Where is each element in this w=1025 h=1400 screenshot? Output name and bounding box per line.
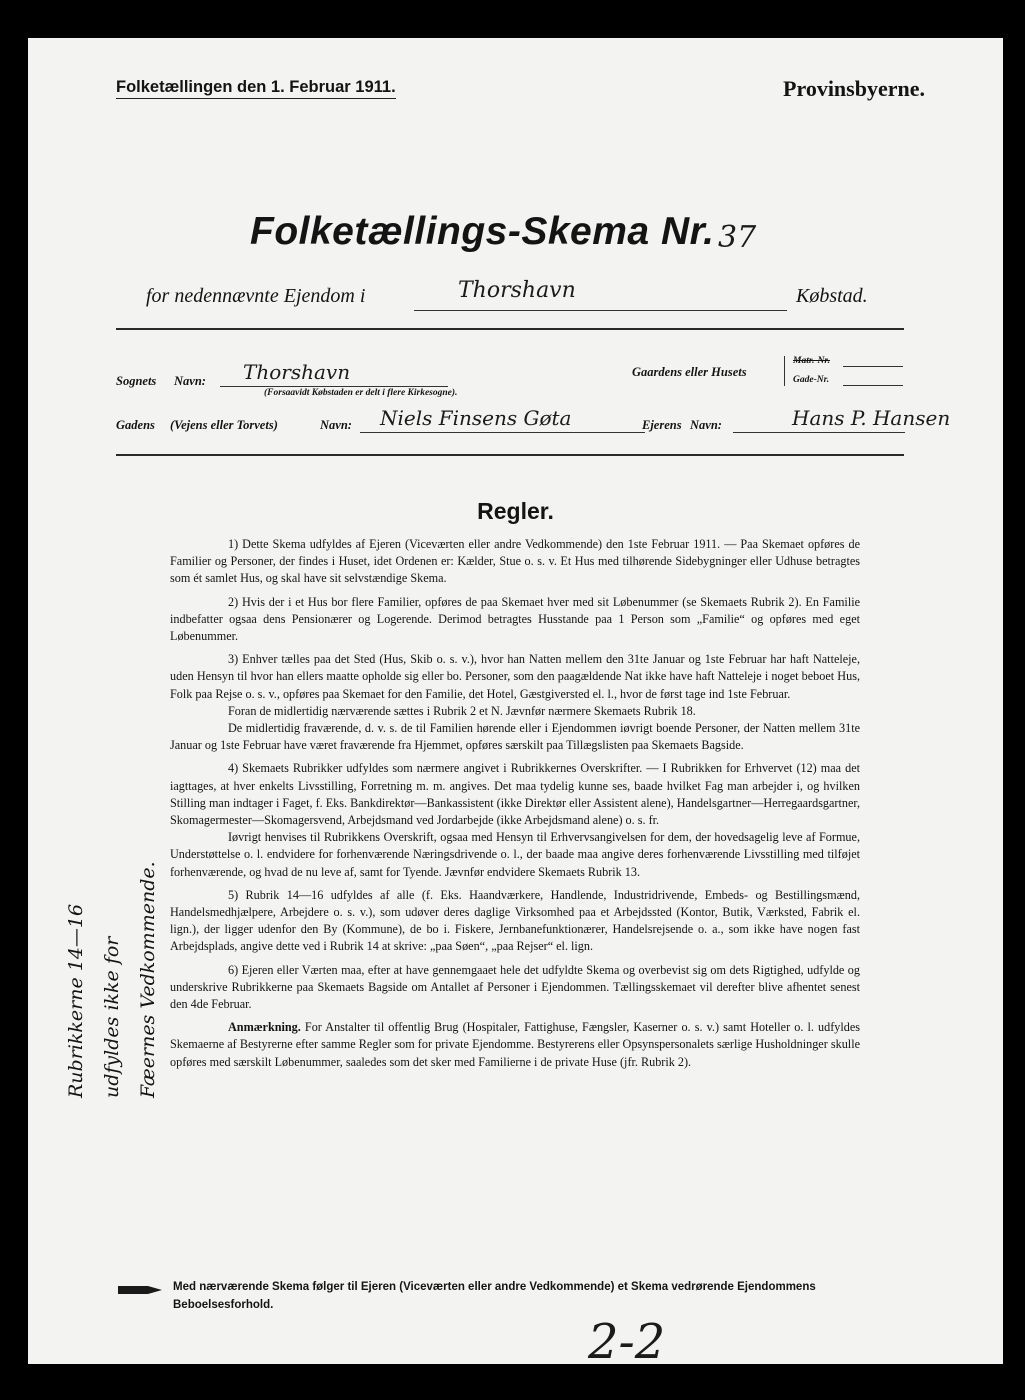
rule-3-temporary-absent: De midlertidig fraværende, d. v. s. de til Familien hørende eller i Ejendommen iøvrigt boende Personer, der Natten mellem 31te Januar og 1ste Februar have været fraværende fra Hjemmet, opføres særskilt paa Tillægslisten paa Skemaets Bagside. bbox=[170, 721, 860, 753]
owner-label-a: Ejerens bbox=[642, 418, 682, 432]
street-label-a: Gadens bbox=[116, 418, 155, 432]
rule-1: 1) Dette Skema udfyldes af Ejeren (Viceværten eller andre Vedkommende) den 1ste Februar 1911. — Paa Skemaet opføres de Familier og Personer, der findes i Huset, idet Ordenen er: Kælder, Stue o. s. v. Et Hus med tilhørende Sidebygninger eller Udhuse betragtes som ét samlet Hus, og skal have sit selvstændige Skema. bbox=[170, 537, 860, 586]
rule-note-label: Anmærkning. bbox=[228, 1020, 301, 1035]
rule-4: 4) Skemaets Rubrikker udfyldes som nærmere angivet i Rubrikkernes Overskrifter. — I Rubrikken for Erhvervet (12) maa det iagttages, at hver enkelts Livsstilling, Forretning m. m. angives. Det maa tydelig kunne ses, baade hvilket Fag man arbejder i, og hvilken Stilling man indtager i Faget, f. Eks. Bankdirektør—Bankassistent (ikke Direktør eller Assistent alene), Handelsgartner—Herregaardsgartner, Skomagermester—Skomagersvend, Arbejdsmand ved Jordarbejde (ikke Arbejdsmand alene) o. s. fr. bbox=[170, 761, 860, 828]
rule-5: 5) Rubrik 14—16 udfyldes af alle (f. Eks. Haandværkere, Handlende, Industridrivende, Embeds- og Bestillingsmænd, Handelsmedhjælpere, Arbejdere o. s. v.), som udøver deres daglige Virksomhed paa et Arbejdssted (Kontor, Butik, Værksted, Fabrik el. lign.), der ligger udenfor den By (Kommune), de bo i. Fiskere, Jernbanefunktionærer, Handelsrejsende o. a., som ikke have nogen fast Arbejdsplads, angive dette ved i Rubrik 14 at skrive: „paa Søen“, „paa Rejser“ el. lign. bbox=[170, 887, 860, 954]
property-line bbox=[414, 310, 787, 311]
divider-top bbox=[116, 328, 904, 330]
side-annotation-line-2: udfyldes ikke for bbox=[101, 936, 123, 1098]
street-label-b: (Vejens eller Torvets) bbox=[170, 418, 278, 432]
rules-heading: Regler. bbox=[477, 498, 554, 524]
rule-note bbox=[170, 1019, 860, 1071]
side-annotation-line-3: Fæernes Vedkommende. bbox=[137, 861, 159, 1098]
street-value: Niels Finsens Gøta bbox=[380, 406, 572, 430]
street-label-c: Navn: bbox=[320, 418, 352, 432]
form-title: Folketællings-Skema Nr. bbox=[250, 210, 715, 253]
house-bracket bbox=[784, 356, 788, 386]
rule-3: 3) Enhver tælles paa det Sted (Hus, Skib o. s. v.), hvor han Natten mellem den 31te Januar og 1ste Februar har haft Natteleje, uden Hensyn til hvor han ellers maatte opholde sig eller bo. Personer, som den paagældende Nat ikke have haft Natteleje i noget beboet Hus, Folk paa Rejse o. s. v., opføres paa Skemaet for den Familie, det Hotel, Gæstgiversted el. l., hvor de først tage ind 1ste Februar. bbox=[170, 652, 860, 701]
parish-line bbox=[220, 386, 448, 387]
street-line bbox=[360, 432, 645, 433]
header-census-date: Folketællingen den 1. Februar 1911. bbox=[116, 78, 396, 99]
property-town-suffix: Købstad. bbox=[796, 285, 868, 307]
census-form-sheet bbox=[28, 38, 1003, 1364]
rule-6: 6) Ejeren eller Værten maa, efter at have gennemgaaet hele det udfyldte Skema og overbevist sig om dets Rigtighed, udfylde og underskrive Rubrikkerne paa Skemaets Bagside om Antallet af Personer i Ejendommen. Tællingsskemaet vil derefter blive afhentet senest den 4de Februar. bbox=[170, 962, 860, 1012]
parish-label-a: Sognets bbox=[116, 374, 157, 388]
rule-2: 2) Hvis der i et Hus bor flere Familier, opføres de paa Skemaet hver med sit Løbenummer (se Skemaets Rubrik 2). En Familie indbefatter ogsaa dens Pensionærer og Logerende. Derimod betragtes Husstande paa 1 Person som „Familie“ og opføres med eget Løbenummer. bbox=[170, 594, 860, 644]
rule-3-temporary-present: Foran de midlertidig nærværende sættes i Rubrik 2 et N. Jævnfør nærmere Skemaets Rubrik 18. bbox=[228, 703, 696, 718]
page-mark: 2-2 bbox=[588, 1314, 666, 1364]
owner-line bbox=[733, 432, 905, 433]
gade-nr-line bbox=[843, 385, 903, 386]
pointing-hand-icon bbox=[118, 1284, 162, 1296]
parish-note: (Forsaavidt Købstaden er delt i flere Kirkesogne). bbox=[264, 388, 458, 398]
matr-nr-line bbox=[843, 366, 903, 367]
owner-label-b: Navn: bbox=[690, 418, 722, 432]
property-town-value: Thorshavn bbox=[458, 278, 576, 303]
side-annotation-line-1: Rubrikkerne 14—16 bbox=[65, 903, 87, 1098]
matr-nr-label: Matr.-Nr. bbox=[793, 356, 830, 366]
side-annotation bbox=[58, 798, 168, 1098]
footer-note: Med nærværende Skema følger til Ejeren (Viceværten eller andre Vedkommende) et Skema vedrørende Ejendommens Beboelsesforhold. bbox=[173, 1281, 816, 1311]
rules-body bbox=[170, 536, 860, 1077]
rule-4-continued: Iøvrigt henvises til Rubrikkens Overskrift, ogsaa med Hensyn til Erhvervsangivelsen for dem, der hovedsagelig leve af Formue, Understøttelse o. l. endvidere for forhenværende Næringsdrivende o. l., der baade maa angive deres forhenværende Livsstilling med tilføjet forhenværende, og hvad de nu leve af, samt for Tyende. Jævnfør endvidere Skemaets Rubrik 13. bbox=[170, 830, 860, 879]
form-number: 37 bbox=[718, 220, 757, 255]
parish-label-b: Navn: bbox=[174, 374, 206, 388]
header-region: Provinsbyerne. bbox=[783, 76, 925, 101]
house-label: Gaardens eller Husets bbox=[632, 365, 747, 379]
gade-nr-label: Gade-Nr. bbox=[793, 375, 830, 385]
owner-value: Hans P. Hansen bbox=[792, 406, 951, 430]
property-label: for nedennævnte Ejendom i bbox=[146, 285, 366, 307]
rule-note-text: For Anstalter til offentlig Brug (Hospitaler, Fattighuse, Fængsler, Kaserner o. s. v.) samt Hoteller o. l. udfyldes Skemaerne af Bestyrerne efter samme Regler som for private Ejendomme. Bestyrerens eller Opsynspersonalets særlige Husholdninger skulle opføres med særskilt Løbenummer, saaledes som det sker med Familierne i de private Huse (jfr. Rubrik 2). bbox=[170, 1020, 860, 1069]
divider-bottom bbox=[116, 454, 904, 456]
parish-value: Thorshavn bbox=[243, 360, 351, 384]
